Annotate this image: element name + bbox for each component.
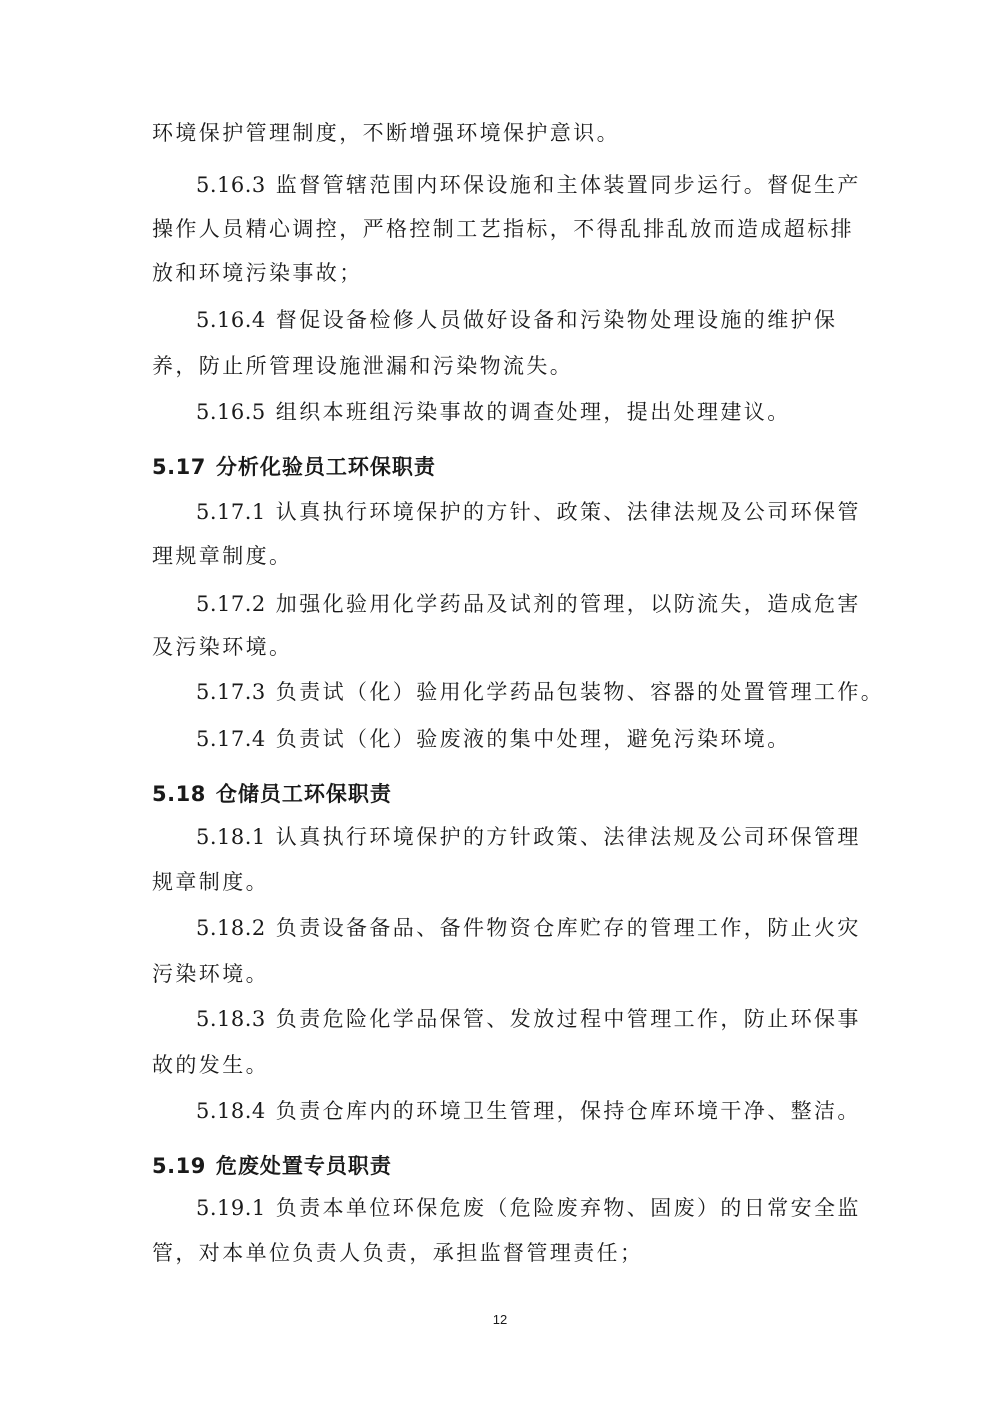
clause-5-17-2: 5.17.2 加强化验用化学药品及试剂的管理，以防流失，造成危害 xyxy=(196,592,861,616)
clause-5-18-2: 5.18.2 负责设备备品、备件物资仓库贮存的管理工作，防止火灾 xyxy=(196,916,861,940)
clause-5-18-3: 5.18.3 负责危险化学品保管、发放过程中管理工作，防止环保事 xyxy=(196,1007,861,1031)
paragraph-line: 操作人员精心调控，严格控制工艺指标，不得乱排乱放而造成超标排 xyxy=(152,217,854,241)
clause-5-16-4: 5.16.4 督促设备检修人员做好设备和污染物处理设施的维护保 xyxy=(196,308,838,332)
paragraph-line: 及污染环境。 xyxy=(152,635,293,659)
clause-5-17-1: 5.17.1 认真执行环境保护的方针、政策、法律法规及公司环保管 xyxy=(196,500,861,524)
clause-5-18-1: 5.18.1 认真执行环境保护的方针政策、法律法规及公司环保管理 xyxy=(196,825,861,849)
paragraph-line: 污染环境。 xyxy=(152,962,269,986)
paragraph-line: 养，防止所管理设施泄漏和污染物流失。 xyxy=(152,354,574,378)
paragraph-line: 规章制度。 xyxy=(152,870,269,894)
clause-5-17-3: 5.17.3 负责试（化）验用化学药品包装物、容器的处置管理工作。 xyxy=(196,680,885,704)
section-heading-5-19: 5.19 危废处置专员职责 xyxy=(152,1154,392,1178)
clause-5-16-3: 5.16.3 监督管辖范围内环保设施和主体装置同步运行。督促生产 xyxy=(196,173,861,197)
paragraph-line: 理规章制度。 xyxy=(152,544,293,568)
section-heading-5-17: 5.17 分析化验员工环保职责 xyxy=(152,455,436,479)
clause-5-19-1: 5.19.1 负责本单位环保危废（危险废弃物、固废）的日常安全监 xyxy=(196,1196,861,1220)
clause-5-16-5: 5.16.5 组织本班组污染事故的调查处理，提出处理建议。 xyxy=(196,400,791,424)
clause-5-17-4: 5.17.4 负责试（化）验废液的集中处理，避免污染环境。 xyxy=(196,727,791,751)
clause-5-18-4: 5.18.4 负责仓库内的环境卫生管理，保持仓库环境干净、整洁。 xyxy=(196,1099,861,1123)
paragraph-line: 放和环境污染事故； xyxy=(152,261,363,285)
section-heading-5-18: 5.18 仓储员工环保职责 xyxy=(152,782,392,806)
page-number: 12 xyxy=(492,1312,508,1327)
paragraph-line: 故的发生。 xyxy=(152,1053,269,1077)
paragraph-line: 环境保护管理制度，不断增强环境保护意识。 xyxy=(152,121,620,145)
paragraph-line: 管，对本单位负责人负责，承担监督管理责任； xyxy=(152,1241,644,1265)
